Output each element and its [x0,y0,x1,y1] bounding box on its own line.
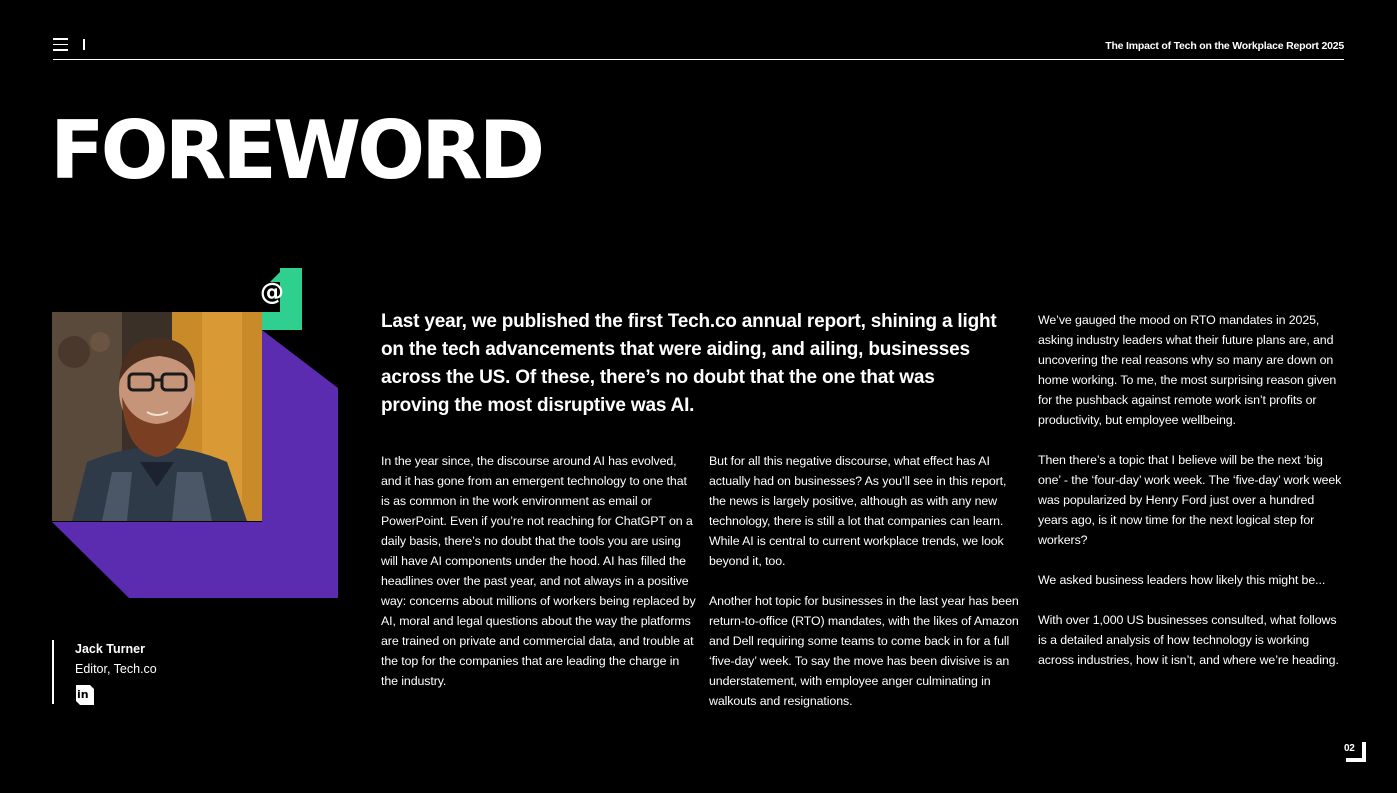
body-column-3 [1038,310,1343,690]
header-divider [83,39,85,50]
author-name: Jack Turner [75,642,145,656]
body-paragraph: But for all this negative discourse, what effect has AI actually had on businesses? As you’ll see in this report, the news is largely positive, although as with any new technology, there is still a lot that companies can learn. While AI is central to current workplace trends, we look beyond it, too. [709,454,1007,568]
author-rule [52,640,54,704]
body-paragraph: Another hot topic for businesses in the last year has been return-to-office (RTO) mandates, with the likes of Amazon and Dell requiring some teams to come back in for a full ‘five-day’ week. To say the move has been divisive is an understatement, with employee anger culminating in walkouts and resignations. [709,594,1019,708]
at-sign-badge: @ [260,278,284,306]
header-rule [53,59,1344,60]
body-column-2 [709,451,1021,731]
body-column-1 [381,451,696,711]
body-paragraph: With over 1,000 US businesses consulted, what follows is a detailed analysis of how technology is working across industries, how it isn’t, and where we’re heading. [1038,613,1339,667]
linkedin-icon[interactable] [76,685,94,705]
body-paragraph: In the year since, the discourse around AI has evolved, and it has gone from an emergent technology to one that is as common in the work environment as email or PowerPoint. Even if you’re not reaching for ChatGPT on a daily basis, there’s no doubt that the tools you are using will have AI components under the hood. AI has filled the headlines over the past year, and not always in a positive way: concerns about millions of workers being replaced by AI, moral and legal questions about the way the platforms are trained on private and commercial data, and trouble at the top for the companies that are leading the charge in the industry. [381,454,696,688]
linkedin-icon-text: in [77,688,89,701]
body-paragraph: We’ve gauged the mood on RTO mandates in 2025, asking industry leaders what their future plans are, and uncovering the real reasons why so many are down on home working. To me, the most surprising reason given for the pushback against remote work isn’t profits or productivity, but employee wellbeing. [1038,313,1337,427]
body-paragraph: Then there’s a topic that I believe will be the next ‘big one’ - the ‘four-day’ work week. The ‘five-day’ work week was popularized by Henry Ford just over a hundred years ago, is it now time for the next logical step for workers? [1038,453,1342,547]
author-photo [52,312,262,521]
report-title: The Impact of Tech on the Workplace Report 2025 [1105,40,1344,52]
page-number: 02 [1344,743,1355,754]
menu-icon[interactable] [53,38,68,51]
author-role: Editor, Tech.co [75,662,157,676]
page-title: FOREWORD [50,104,542,197]
page-number-badge [1343,739,1367,763]
body-paragraph: We asked business leaders how likely this might be... [1038,573,1326,587]
lead-paragraph: Last year, we published the first Tech.co annual report, shining a light on the tech advancements that were aiding, and ailing, businesses across the US. Of these, there’s no doubt that the one that was proving the most disruptive was AI. [381,311,997,416]
